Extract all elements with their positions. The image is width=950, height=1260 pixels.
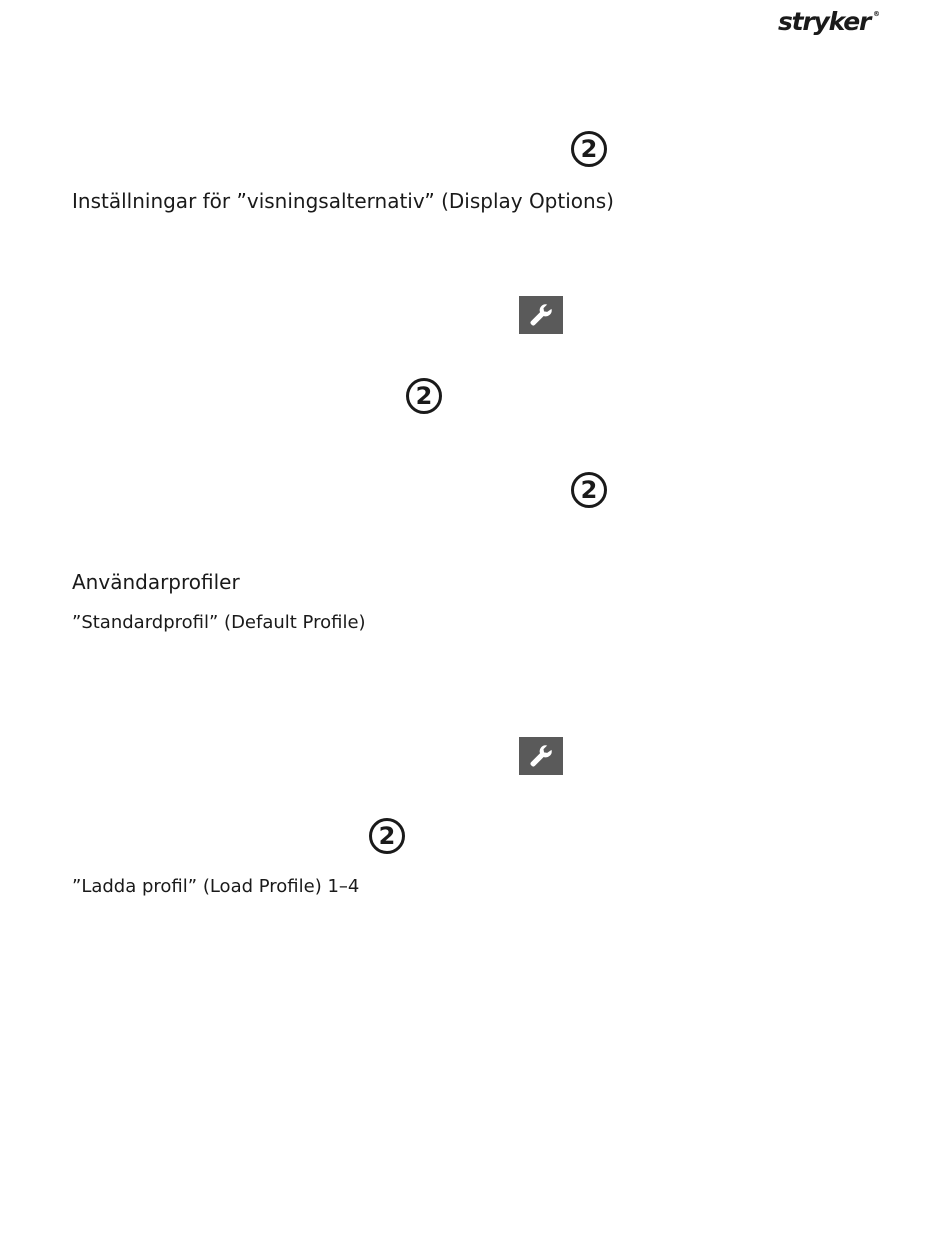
step-2-badge: 2	[571, 131, 607, 167]
logo-text: stryker	[778, 7, 871, 36]
step-2-badge: 2	[571, 472, 607, 508]
display-options-heading: Inställningar för ”visningsalternativ” (Display Options)	[72, 189, 614, 213]
user-profiles-heading: Användarprofiler	[72, 570, 240, 594]
logo-registered-mark: ®	[873, 10, 880, 18]
step-2-badge: 2	[406, 378, 442, 414]
load-profile-heading: ”Ladda profil” (Load Profile) 1–4	[72, 876, 360, 897]
wrench-icon	[519, 296, 563, 334]
default-profile-heading: ”Standardprofil” (Default Profile)	[72, 612, 366, 633]
wrench-icon	[519, 737, 563, 775]
stryker-logo	[778, 8, 880, 36]
step-2-badge: 2	[369, 818, 405, 854]
